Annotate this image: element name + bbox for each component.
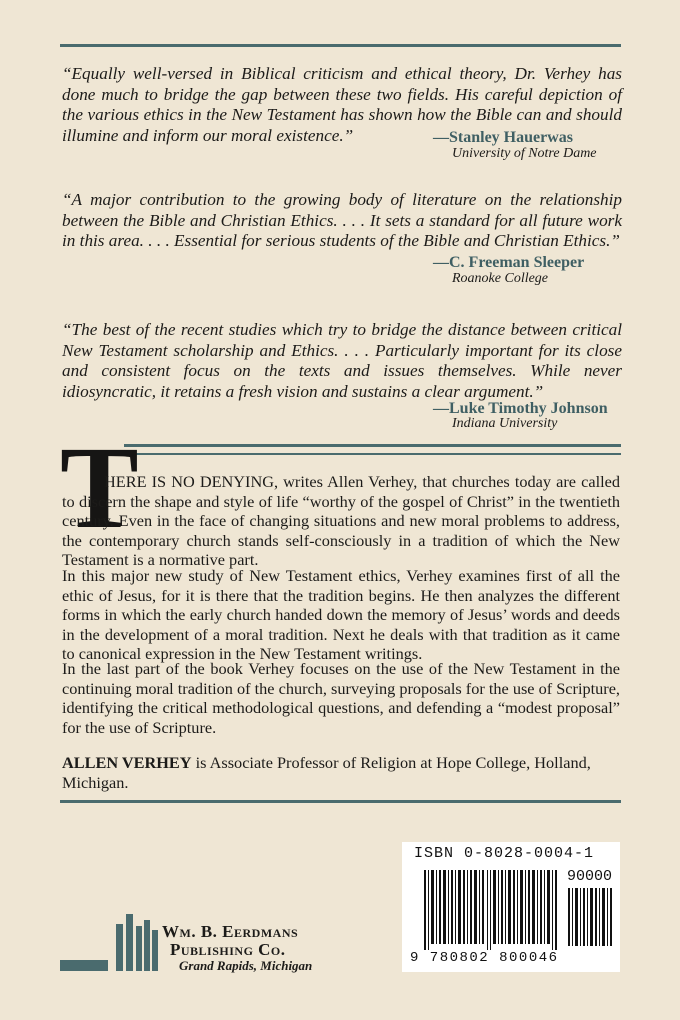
publisher-location: Grand Rapids, Michigan: [179, 958, 313, 973]
author-name: ALLEN VERHEY: [62, 753, 192, 772]
drop-cap: T: [60, 422, 139, 553]
author-bio-text: is Associate Professor of Religion at Hope College, Holland, Michigan.: [62, 753, 591, 792]
price-code: 90000: [567, 868, 613, 885]
review-name-3: —Luke Timothy Johnson: [433, 400, 608, 417]
review-name-1: —Stanley Hauerwas: [433, 129, 573, 146]
review-quote-3: “The best of the recent studies which try to bridge the distance between critical New Testament scholarship and Ethics. . . . Particularly important for its close and consistent focus on the texts and issues themselves. While never idiosyncratic, it retains a fresh vision and sustains a clear argument.”: [62, 320, 622, 401]
review-affiliation-1: University of Notre Dame: [452, 146, 597, 161]
description-paragraph-3: In the last part of the book Verhey focuses on the use of the New Testament in the continuing moral tradition of the church, surveying proposals for the use of Scripture, identifying the critical methodological questions, and defending a “modest proposal” for the use of Scripture.: [62, 659, 620, 737]
review-quote-2: “A major contribution to the growing body of literature on the relationship between the Bible and Christian Ethics. . . . It sets a standard for all future work in this area. . . . Essential for serious students of the Bible and Christian Ethics.”: [62, 190, 622, 250]
review-quote-1: “Equally well-versed in Biblical criticism and ethical theory, Dr. Verhey has done much to bridge the gap between these two fields. His careful depiction of the various ethics in the New Testament has shown how the Bible can and should illumine and inform our moral existence.”: [62, 64, 622, 145]
barcode-main-icon: [424, 870, 562, 950]
description-paragraph-1: [62, 472, 620, 570]
description-lead: HERE IS NO DENYING,: [104, 472, 279, 491]
publisher-name-line1: Wm. B. Eerdmans: [162, 922, 299, 941]
eerdmans-logo-icon: [60, 912, 160, 974]
isbn-label: ISBN 0-8028-0004-1: [414, 845, 595, 862]
barcode-number: 9 780802 800046: [410, 950, 559, 966]
publisher-name-line2: Publishing Co.: [170, 940, 286, 959]
review-name-2: —C. Freeman Sleeper: [433, 254, 585, 271]
bottom-rule: [60, 800, 621, 803]
review-affiliation-2: Roanoke College: [452, 271, 549, 286]
review-affiliation-3: Indiana University: [452, 416, 558, 431]
author-bio: [62, 753, 620, 792]
description-paragraph-1-text: writes Allen Verhey, that churches today are called to discern the shape and style of life “worthy of the gospel of Christ” in the twentieth century. Even in the face of changing situations and new moral problems to address, the contemporary church stands self-consciously in a tradition of which the New Testament is a normative part.: [62, 472, 621, 570]
divider-rule-bottom: [124, 453, 621, 455]
description-paragraph-2: In this major new study of New Testament ethics, Verhey examines first of all the ethic of Jesus, for it is there that the tradition begins. He then analyzes the different forms in which the early church handed down the memory of Jesus’ words and deeds in the development of a moral tradition. Next he deals with that tradition as it came to canonical expression in the New Testament writings.: [62, 566, 620, 664]
top-rule: [60, 44, 621, 47]
isbn-barcode-box: [402, 842, 620, 972]
divider-rule-top: [124, 444, 621, 447]
barcode-addon-icon: [568, 888, 616, 946]
